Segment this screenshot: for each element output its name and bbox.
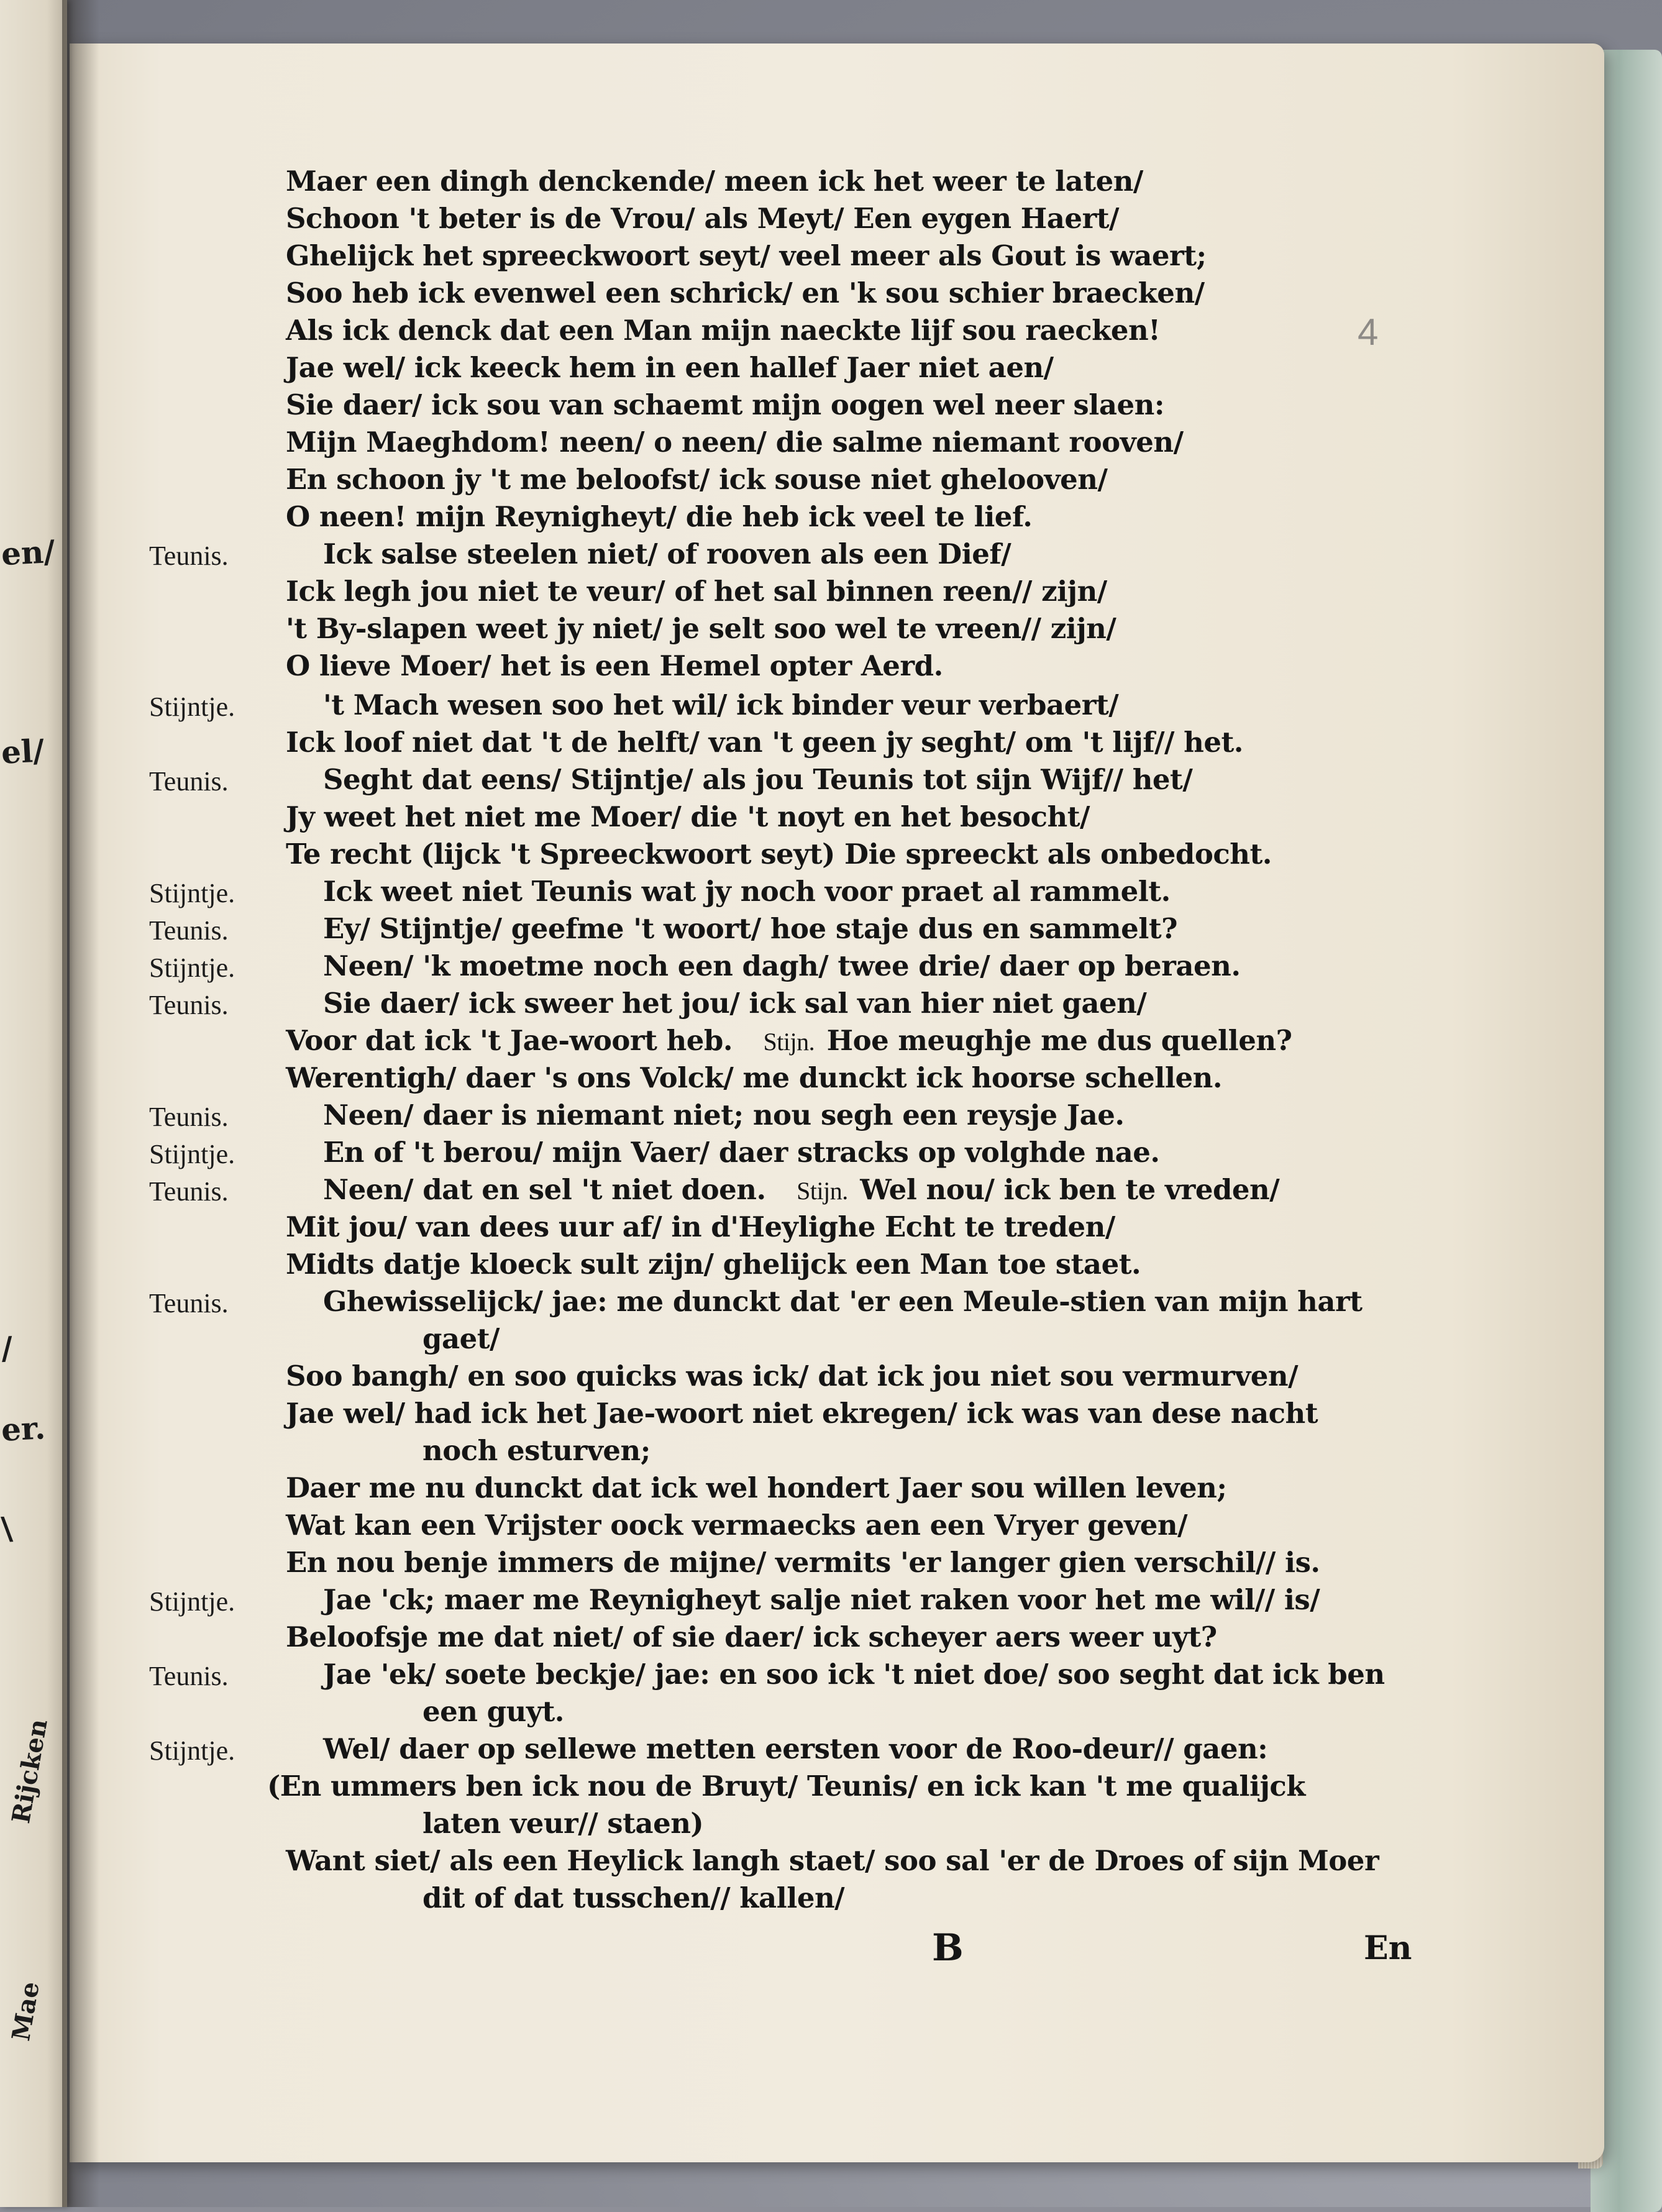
left-page-fragment: \ [0, 1509, 14, 1547]
verse-line [323, 875, 1171, 908]
verse-line [286, 1546, 1320, 1579]
verse-text: Ghewisselijck/ jae: me dunckt dat 'er een Meule-stien van mijn hart [323, 1285, 1363, 1318]
verse-line [286, 612, 1116, 645]
verse-text: O neen! mijn Reynigheyt/ die heb ick veel te lief. [286, 500, 1033, 533]
verse-text: Neen/ daer is niemant niet; nou segh een reysje Jae. [323, 1099, 1125, 1131]
verse-text: Sie daer/ ick sweer het jou/ ick sal van hier niet gaen/ [323, 987, 1147, 1020]
verse-line [286, 426, 1184, 459]
verse-text: Ick legh jou niet te veur/ of het sal binnen reen// zijn/ [286, 575, 1107, 608]
verse-text: Midts datje kloeck sult zijn/ ghelijck een Man toe staet. [286, 1248, 1141, 1281]
verse-line [286, 1509, 1187, 1542]
verse-line [267, 1770, 1305, 1803]
left-page-fragment: er. [0, 1409, 47, 1448]
speaker-label: Stijntje. [149, 1735, 235, 1766]
verse-text-continued: Hoe meughje me dus quellen? [826, 1024, 1292, 1057]
catchword: En [1364, 1929, 1412, 1967]
verse-text: Werentigh/ daer 's ons Volck/ me dunckt ick hoorse schellen. [286, 1061, 1222, 1094]
verse-line [422, 1695, 564, 1728]
verse-line [286, 314, 1160, 347]
verse-line [323, 537, 1011, 570]
verse-line [323, 949, 1241, 982]
left-page-fragment: en/ [0, 532, 56, 573]
verse-line [286, 1061, 1222, 1094]
verse-line [323, 1658, 1385, 1691]
verse-line [323, 912, 1177, 945]
verse-text: Wat kan een Vrijster oock vermaecks aen een Vryer geven/ [286, 1509, 1188, 1542]
speaker-label: Stijntje. [149, 953, 235, 983]
verse-line [286, 276, 1205, 309]
speaker-label: Teunis. [149, 766, 229, 797]
verse-text: (En ummers ben ick nou de Bruyt/ Teunis/ en ick kan 't me qualijck [267, 1770, 1305, 1803]
left-page-fragment: / [0, 1329, 14, 1367]
verse-line [286, 1471, 1226, 1504]
verse-line [323, 1173, 1279, 1206]
verse-line [286, 726, 1243, 759]
speaker-label: Stijntje. [149, 692, 235, 722]
verse-text: Jae wel/ ick keeck hem in een hallef Jaer niet aen/ [286, 351, 1054, 384]
verse-text: Schoon 't beter is de Vrou/ als Meyt/ Een eygen Haert/ [286, 202, 1119, 235]
verse-line [422, 1434, 651, 1467]
verse-text: Want siet/ als een Heylick langh staet/ soo sal 'er de Droes of sijn Moer [286, 1844, 1379, 1877]
speaker-label: Teunis. [149, 1288, 229, 1319]
verse-text: 't By-slapen weet jy niet/ je selt soo wel te vreen// zijn/ [286, 612, 1116, 645]
verse-text: Ick salse steelen niet/ of rooven als een Dief/ [323, 537, 1011, 570]
verse-text: Neen/ dat en sel 't niet doen. [323, 1173, 766, 1206]
verse-text: een guyt. [422, 1695, 564, 1728]
verse-line [286, 239, 1207, 272]
verse-text: Neen/ 'k moetme noch een dagh/ twee drie/ daer op beraen. [323, 949, 1241, 982]
verse-line [422, 1807, 703, 1840]
left-page-fragment: Mae [6, 1979, 45, 2044]
verse-text: Daer me nu dunckt dat ick wel hondert Jaer sou willen leven; [286, 1471, 1227, 1504]
verse-text-continued: Wel nou/ ick ben te vreden/ [860, 1173, 1280, 1206]
verse-line [286, 202, 1119, 235]
verse-line [286, 1360, 1298, 1392]
verse-text: noch esturven; [422, 1434, 651, 1467]
verse-line [286, 575, 1107, 608]
verse-line [286, 351, 1054, 384]
verse-line [323, 763, 1192, 796]
verse-text: Mijn Maeghdom! neen/ o neen/ die salme niemant rooven/ [286, 426, 1184, 459]
verse-line [286, 800, 1090, 833]
verse-text: Als ick denck dat een Man mijn naeckte lijf sou raecken! [286, 314, 1161, 347]
verse-line [323, 1583, 1320, 1616]
verse-text: Jae 'ck; maer me Reynigheyt salje niet raken voor het me wil// is/ [323, 1583, 1320, 1616]
verse-text: Ick weet niet Teunis wat jy noch voor praet al rammelt. [323, 875, 1171, 908]
verse-line [323, 987, 1146, 1020]
verse-line [422, 1881, 844, 1914]
inline-speaker-label: Stijn. [790, 1177, 854, 1205]
verse-text: Voor dat ick 't Jae-woort heb. [286, 1024, 733, 1057]
verse-line [286, 1397, 1318, 1430]
verse-line [286, 649, 943, 682]
verse-text: En nou benje immers de mijne/ vermits 'er langer gien verschil// is. [286, 1546, 1320, 1579]
left-page-fragment: el/ [0, 732, 45, 771]
verse-text: dit of dat tusschen// kallen/ [422, 1881, 845, 1914]
verse-line [323, 1099, 1125, 1131]
speaker-label: Stijntje. [149, 878, 235, 908]
speaker-label: Teunis. [149, 1176, 229, 1207]
pencil-mark: 4 [1358, 311, 1379, 353]
verse-text: Jy weet het niet me Moer/ die 't noyt en het besocht/ [286, 800, 1090, 833]
verse-line [422, 1322, 500, 1355]
speaker-label: Teunis. [149, 1661, 229, 1691]
speaker-label: Teunis. [149, 990, 229, 1020]
speaker-label: Stijntje. [149, 1139, 235, 1169]
verse-line [286, 1620, 1217, 1653]
speaker-label: Teunis. [149, 915, 229, 946]
verse-text: Ick loof niet dat 't de helft/ van 't geen jy seght/ om 't lijf// het. [286, 726, 1243, 759]
verse-line [286, 500, 1032, 533]
verse-line [323, 688, 1118, 721]
verse-text: Seght dat eens/ Stijntje/ als jou Teunis tot sijn Wijf// het/ [323, 763, 1193, 796]
speaker-label: Stijntje. [149, 1586, 235, 1617]
left-page-fragment: Rijcken [6, 1717, 53, 1826]
verse-line [323, 1285, 1362, 1318]
verse-text: Jae 'ek/ soete beckje/ jae: en soo ick 't niet doe/ soo seght dat ick ben [323, 1658, 1385, 1691]
verse-line [286, 1248, 1141, 1281]
verse-line [286, 1210, 1115, 1243]
verse-text: Soo heb ick evenwel een schrick/ en 'k sou schier braecken/ [286, 276, 1205, 309]
verse-text: Ey/ Stijntje/ geefme 't woort/ hoe staje dus en sammelt? [323, 912, 1177, 945]
verse-line [286, 165, 1143, 198]
verse-text: Sie daer/ ick sou van schaemt mijn oogen wel neer slaen: [286, 388, 1164, 421]
verse-line [286, 1024, 1292, 1057]
verse-text: 't Mach wesen soo het wil/ ick binder veur verbaert/ [323, 688, 1119, 721]
verse-text: laten veur// staen) [422, 1807, 704, 1840]
verse-text: Te recht (lijck 't Spreeckwoort seyt) Die spreeckt als onbedocht. [286, 838, 1272, 871]
verse-text: Maer een dingh denckende/ meen ick het weer te laten/ [286, 165, 1143, 198]
verse-text: gaet/ [422, 1322, 500, 1355]
verse-text: Mit jou/ van dees uur af/ in d'Heylighe Echt te treden/ [286, 1210, 1115, 1243]
verse-text: Beloofsje me dat niet/ of sie daer/ ick scheyer aers weer uyt? [286, 1620, 1217, 1653]
inline-speaker-label: Stijn. [757, 1028, 821, 1056]
speaker-label: Teunis. [149, 1102, 229, 1132]
verse-line [286, 388, 1164, 421]
verse-line [323, 1732, 1267, 1765]
verse-line [286, 1844, 1379, 1877]
verse-line [286, 838, 1272, 871]
verse-line [323, 1136, 1160, 1169]
verse-line [286, 463, 1107, 496]
verse-text: En schoon jy 't me beloofst/ ick souse niet ghelooven/ [286, 463, 1108, 496]
speaker-label: Teunis. [149, 541, 229, 571]
verse-text: En of 't berou/ mijn Vaer/ daer stracks op volghde nae. [323, 1136, 1160, 1169]
verse-text: Soo bangh/ en soo quicks was ick/ dat ick jou niet sou vermurven/ [286, 1360, 1299, 1392]
verse-text: O lieve Moer/ het is een Hemel opter Aerd. [286, 649, 943, 682]
verse-text: Wel/ daer op sellewe metten eersten voor de Roo-deur// gaen: [323, 1732, 1268, 1765]
signature-mark: B [932, 1926, 964, 1970]
verse-text: Jae wel/ had ick het Jae-woort niet ekregen/ ick was van dese nacht [286, 1397, 1318, 1430]
verse-text: Ghelijck het spreeckwoort seyt/ veel meer als Gout is waert; [286, 239, 1207, 272]
